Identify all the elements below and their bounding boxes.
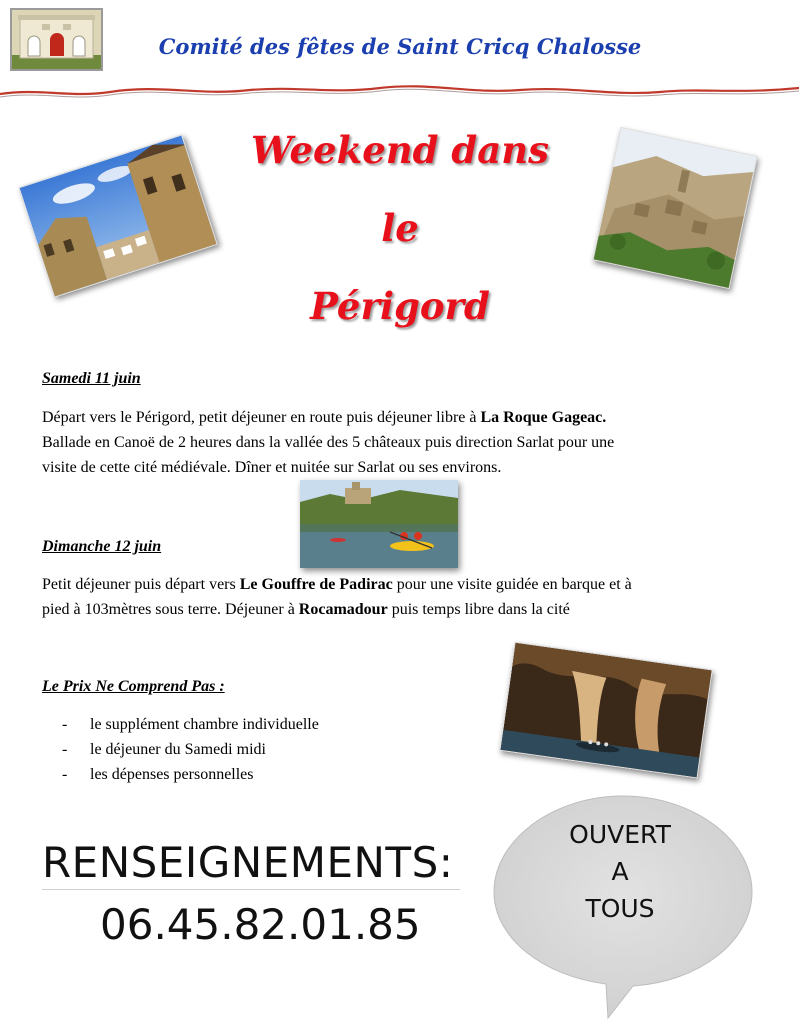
day1-line-1 [42, 405, 762, 430]
list-dash: - [62, 766, 68, 783]
list-item [62, 737, 319, 762]
bubble-line-3: TOUS [585, 894, 655, 923]
bubble-line-1: OUVERT [569, 820, 671, 849]
day2-heading: Dimanche 12 juin [42, 538, 162, 555]
bubble-line-2: A [611, 857, 629, 886]
day2-place-rocamadour: Rocamadour [298, 601, 388, 618]
day1-line-1-text: Départ vers le Périgord, petit déjeuner en route puis déjeuner libre à [42, 409, 481, 426]
open-to-all-text [540, 816, 700, 927]
list-item-text: les dépenses personnelles [90, 766, 254, 783]
title-line-1: Weekend dans [250, 128, 550, 172]
list-item-text: le déjeuner du Samedi midi [90, 741, 266, 758]
day2-line-2-pre: pied à 103mètres sous terre. Déjeuner à [42, 601, 299, 618]
day2-line-1 [42, 572, 762, 597]
list-item-text: le supplément chambre individuelle [90, 716, 319, 733]
day2-place-gouffre-de-padirac: Le Gouffre de Padirac [239, 576, 393, 593]
title-line-2: le [381, 206, 419, 250]
decorative-wave-divider [0, 78, 799, 108]
contact-divider [42, 889, 460, 890]
day2-description [42, 572, 762, 622]
day2-line-2 [42, 597, 762, 622]
day1-place-la-roque-gageac: La Roque Gageac. [480, 409, 607, 426]
organization-name: Comité des fêtes de Saint Cricq Chalosse [158, 34, 642, 59]
building-facade-icon [12, 10, 101, 69]
day1-line-3: visite de cette cité médiévale. Dîner et nuitée sur Sarlat ou ses environs. [42, 459, 502, 476]
day1-line-2: Ballade en Canoë de 2 heures dans la vallée des 5 châteaux puis direction Sarlat pour une [42, 434, 615, 451]
canoe-river-photo [300, 480, 458, 568]
day1-description [42, 405, 762, 480]
sarlat-town-photo [18, 134, 217, 297]
list-dash: - [62, 716, 68, 733]
padirac-cave-photo [499, 642, 712, 779]
list-item [62, 712, 319, 737]
contact-phone: 06.45.82.01.85 [100, 900, 421, 949]
list-dash: - [62, 741, 68, 758]
day2-line-1-pre: Petit déjeuner puis départ vers [42, 576, 240, 593]
exclusions-list [62, 712, 319, 787]
day1-heading: Samedi 11 juin [42, 370, 141, 387]
contact-label: RENSEIGNEMENTS: [42, 838, 454, 887]
logo [10, 8, 103, 71]
exclusions-heading: Le Prix Ne Comprend Pas : [42, 678, 225, 695]
day2-line-1-post: pour une visite guidée en barque et à [392, 576, 632, 593]
title-line-3: Périgord [310, 284, 490, 328]
list-item [62, 762, 319, 787]
rocamadour-cliff-photo [592, 127, 757, 289]
day2-line-2-post: puis temps libre dans la cité [387, 601, 570, 618]
